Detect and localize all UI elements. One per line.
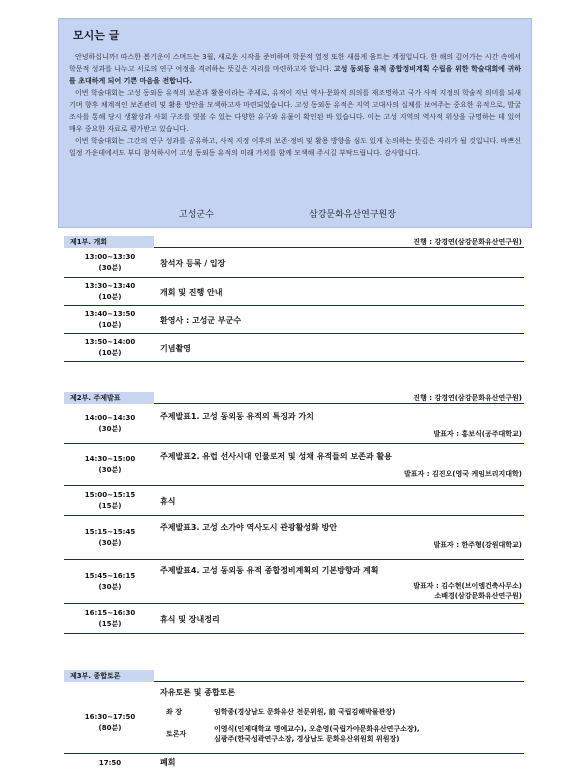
part2-header — [64, 392, 524, 404]
row-title: 주제발표3. 고성 소가야 역사도시 관광활성화 방안 — [160, 523, 338, 532]
row-duration: (15분) — [98, 502, 122, 510]
chair-label: 좌 장 — [166, 708, 182, 716]
row-duration: (30분) — [98, 425, 122, 433]
part1-section — [64, 236, 524, 362]
row-title: 주제발표4. 고성 동외동 유적 종합정비계획의 기본방향과 계획 — [160, 566, 379, 575]
row-duration: (80분) — [98, 724, 122, 732]
row-time: 13:00~13:30 — [84, 253, 136, 261]
part3-label: 제3부. 종합토론 — [64, 670, 154, 682]
invitation-title: 모시는 글 — [73, 29, 120, 42]
row-duration: (10분) — [98, 321, 122, 329]
closing-row — [64, 754, 524, 769]
row-title: 주제발표2. 유럽 선사시대 인물로저 및 성채 유적들의 보존과 활용 — [160, 452, 392, 461]
row-presenter: 발표자 : 홍보식(공주대학교) — [433, 430, 522, 438]
row-time: 13:50~14:00 — [84, 338, 136, 346]
row-title: 환영사 : 고성군 부군수 — [160, 316, 242, 325]
table-row — [64, 486, 524, 516]
row-time: 13:40~13:50 — [84, 310, 136, 318]
table-row — [64, 516, 524, 560]
table-row — [64, 306, 524, 334]
row-title: 주제발표1. 고성 동외동 유적의 특징과 가치 — [160, 412, 314, 421]
part1-header — [64, 236, 524, 248]
part2-presenter: 진행 : 강경연(삼강문화유산연구원) — [413, 394, 522, 402]
row-time: 15:45~16:15 — [84, 572, 136, 580]
row-duration: (10분) — [98, 349, 122, 357]
row-time: 14:30~15:00 — [84, 455, 136, 463]
table-row — [64, 444, 524, 486]
panel-names-1: 이영식(인제대학교 명예교수), 오춘영(국립가야문화유산연구소장), — [214, 725, 420, 733]
chair-name: 임학종(경상남도 문화유산 전문위원, 前 국립김해박물관장) — [214, 708, 396, 716]
invitation-paragraph-1: 안녕하십니까! 따스한 봄기운이 스며드는 3월, 새로운 시작을 준비하며 학문적 열정 또한 새롭게 움트는 계절입니다. 한 해의 깊어가는 시간 속에서 학문적 성과를 나누고 서로의 연구 여정을 격려하는 뜻깊은 자리를 마련하고자 합니다. 고성 동외동 유적 종합정비계획 수립을 위한 학술대회에 귀하를 초대하게 되어 기쁜 마음을 전합니다. — [69, 53, 522, 85]
row-title: 기념촬영 — [160, 344, 191, 353]
row-title: 자유토론 및 종합토론 — [160, 688, 236, 697]
row-time: 16:30~17:50 — [84, 713, 136, 721]
row-time: 13:30~13:40 — [84, 282, 136, 290]
row-time: 16:15~16:30 — [84, 609, 136, 617]
table-row — [64, 604, 524, 634]
row-duration: (30분) — [98, 539, 122, 547]
row-duration: (15분) — [98, 620, 122, 628]
part1-label: 제1부. 개회 — [64, 236, 154, 248]
row-duration: (30분) — [98, 583, 122, 591]
table-row — [64, 248, 524, 278]
invitation-box — [58, 18, 532, 228]
closing-time: 17:50 — [98, 759, 122, 767]
signer-institute-director: 삼강문화유산연구원장 — [309, 210, 396, 220]
invitation-highlight: 고성 동외동 유적 종합정비계획 수립을 위한 학술대회에 귀하를 초대하게 되어 기쁜 마음을 전합니다. — [69, 65, 522, 85]
row-duration: (30분) — [98, 264, 122, 272]
row-title: 휴식 및 장내정리 — [160, 615, 220, 624]
row-title: 개회 및 진행 안내 — [160, 288, 223, 297]
row-time: 14:00~14:30 — [84, 414, 136, 422]
table-row — [64, 682, 524, 754]
row-time: 15:00~15:15 — [84, 491, 136, 499]
row-title: 참석자 등록 / 입장 — [160, 259, 226, 268]
panel-label: 토론자 — [166, 730, 187, 738]
invitation-paragraph-2: 이번 학술대회는 고성 동외동 유적의 보존과 활용이라는 주제로, 유적이 지닌 역사·문화적 의의를 재조명하고 국가 사적 지정의 학술적 의미를 되새기며 향후 체계적인 보존관리 및 활용 방안을 모색하고자 마련되었습니다. 고성 동외동 유적은 지역 고대사의 실체를 보여주는 중요한 유적으로, 발굴조사를 통해 당시 생활상과 사회 구조를 엿볼 수 있는 다양한 유구와 유물이 확인된 바 있습니다. 이는 고성 지역의 역사적 위상을 규명하는 데 있어 매우 중요한 자료로 평가받고 있습니다. — [69, 89, 521, 133]
part2-label: 제2부. 주제발표 — [64, 392, 154, 404]
row-duration: (10분) — [98, 293, 122, 301]
row-presenter-2: 소배경(삼강문화유산연구원) — [434, 592, 522, 600]
row-duration: (30분) — [98, 466, 122, 474]
table-row — [64, 404, 524, 444]
row-presenter: 발표자 : 김수현(브이엠건축사무소) — [413, 582, 522, 590]
part3-header — [64, 670, 524, 682]
table-row — [64, 278, 524, 306]
signer-county-governor: 고성군수 — [179, 210, 214, 220]
row-title: 휴식 — [160, 497, 176, 506]
invitation-paragraph-3: 이번 학술대회는 그간의 연구 성과를 공유하고, 사적 지정 이후의 보존·정비 및 활용 방향을 심도 있게 논의하는 뜻깊은 자리가 될 것입니다. 바쁘신 일정 가운데에서도 부디 참석하시어 고성 동외동 유적의 미래 가치를 함께 모색해 주시길 부탁드립니다. 감사합니다. — [69, 137, 521, 157]
part3-section — [64, 670, 524, 769]
table-row — [64, 334, 524, 362]
row-presenter: 발표자 : 한주형(강원대학교) — [433, 541, 522, 549]
part2-section — [64, 392, 524, 634]
row-presenter: 발표자 : 김진오(영국 케임브리지대학) — [404, 470, 522, 478]
closing-title: 폐회 — [160, 758, 176, 767]
panel-names-2: 심광주(한국성곽연구소장, 경상남도 문화유산위원회 위원장) — [214, 735, 400, 743]
part1-presenter: 진행 : 강경연(삼강문화유산연구원) — [413, 238, 522, 246]
row-time: 15:15~15:45 — [84, 528, 136, 536]
table-row — [64, 560, 524, 604]
